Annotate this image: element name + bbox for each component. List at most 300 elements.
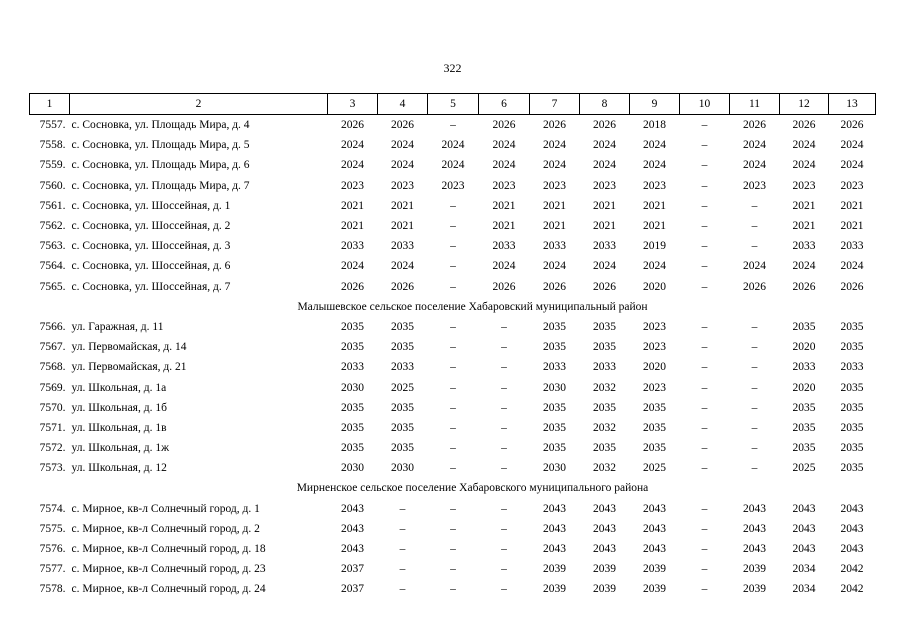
- table-body: [30, 115, 876, 600]
- year-cell: –: [701, 543, 708, 556]
- column-header: 3: [328, 94, 378, 115]
- year-cell: –: [450, 381, 456, 394]
- year-cell: 2035: [840, 341, 864, 354]
- year-cell: 2043: [840, 522, 864, 535]
- year-cell: 2033: [593, 361, 616, 374]
- column-header: 6: [479, 94, 530, 115]
- year-cell: –: [450, 583, 456, 596]
- year-cell: 2033: [792, 240, 816, 253]
- year-cell: –: [501, 502, 507, 515]
- section-heading: Малышевское сельское поселение Хабаровский муниципальный район: [297, 300, 648, 313]
- year-cell: –: [701, 139, 708, 152]
- year-cell: 2030: [543, 381, 566, 394]
- year-cell: 2024: [792, 139, 816, 152]
- table-row: [30, 499, 876, 519]
- year-cell: 2037: [341, 563, 364, 576]
- year-cell: 2035: [391, 442, 414, 455]
- year-cell: 2035: [391, 401, 414, 414]
- year-cell: –: [501, 522, 507, 535]
- year-cell: 2035: [593, 401, 616, 414]
- row-address: с. Сосновка, ул. Площадь Мира, д. 6: [71, 159, 250, 172]
- year-cell: 2035: [792, 401, 816, 414]
- year-cell: 2043: [840, 543, 864, 556]
- column-header: 13: [829, 94, 876, 115]
- year-cell: 2039: [543, 583, 566, 596]
- year-cell: –: [399, 502, 406, 515]
- year-cell: –: [701, 522, 708, 535]
- year-cell: –: [701, 361, 708, 374]
- year-cell: 2026: [492, 119, 516, 132]
- row-address: ул. Школьная, д. 12: [71, 462, 167, 475]
- year-cell: 2043: [341, 543, 364, 556]
- year-cell: 2021: [792, 220, 816, 233]
- year-cell: 2032: [593, 421, 616, 434]
- year-cell: –: [501, 563, 507, 576]
- year-cell: –: [450, 341, 456, 354]
- year-cell: 2035: [840, 462, 864, 475]
- section-heading-row: [30, 297, 876, 317]
- year-cell: 2026: [543, 119, 566, 132]
- year-cell: 2030: [341, 462, 364, 475]
- year-cell: 2043: [643, 522, 666, 535]
- row-number: 7569.: [39, 381, 66, 394]
- year-cell: –: [751, 401, 758, 414]
- year-cell: 2039: [643, 583, 666, 596]
- row-number: 7570.: [39, 401, 66, 414]
- year-cell: –: [501, 341, 507, 354]
- row-number: 7557.: [39, 119, 66, 132]
- row-number: 7575.: [39, 522, 66, 535]
- year-cell: –: [450, 119, 456, 132]
- year-cell: 2039: [593, 583, 616, 596]
- table-row: [30, 176, 876, 196]
- year-cell: –: [501, 421, 507, 434]
- year-cell: 2024: [492, 139, 516, 152]
- year-cell: 2026: [840, 280, 864, 293]
- year-cell: –: [450, 543, 456, 556]
- year-cell: 2035: [593, 442, 616, 455]
- row-address: с. Мирное, кв-л Солнечный город, д. 18: [71, 543, 266, 556]
- year-cell: –: [701, 442, 708, 455]
- year-cell: 2024: [643, 159, 666, 172]
- year-cell: 2025: [391, 381, 414, 394]
- year-cell: 2023: [391, 179, 414, 192]
- row-address: с. Мирное, кв-л Солнечный город, д. 23: [71, 563, 266, 576]
- year-cell: 2026: [792, 280, 816, 293]
- year-cell: –: [450, 260, 456, 273]
- year-cell: –: [751, 240, 758, 253]
- year-cell: 2034: [792, 583, 816, 596]
- year-cell: –: [751, 220, 758, 233]
- year-cell: 2039: [743, 563, 766, 576]
- table-row: [30, 357, 876, 377]
- year-cell: 2024: [543, 159, 566, 172]
- year-cell: 2024: [840, 139, 864, 152]
- year-cell: –: [751, 341, 758, 354]
- year-cell: 2035: [792, 320, 816, 333]
- year-cell: 2033: [341, 240, 364, 253]
- table-row: [30, 539, 876, 559]
- year-cell: 2026: [840, 119, 864, 132]
- year-cell: 2033: [543, 361, 566, 374]
- table-row: [30, 559, 876, 579]
- year-cell: 2043: [643, 543, 666, 556]
- row-address: с. Сосновка, ул. Шоссейная, д. 2: [71, 220, 231, 233]
- column-header: 7: [530, 94, 580, 115]
- year-cell: 2026: [743, 280, 766, 293]
- year-cell: 2043: [341, 522, 364, 535]
- year-cell: 2033: [792, 361, 816, 374]
- year-cell: 2024: [840, 260, 864, 273]
- year-cell: 2024: [391, 260, 414, 273]
- table-row: [30, 155, 876, 175]
- row-number: 7565.: [39, 280, 66, 293]
- table-row: [30, 377, 876, 397]
- row-address: с. Сосновка, ул. Шоссейная, д. 3: [71, 240, 231, 253]
- year-cell: –: [501, 320, 507, 333]
- year-cell: 2039: [543, 563, 566, 576]
- year-cell: –: [450, 199, 456, 212]
- row-address: с. Мирное, кв-л Солнечный город, д. 1: [71, 502, 260, 515]
- year-cell: –: [701, 462, 708, 475]
- table-row: [30, 579, 876, 599]
- year-cell: 2020: [792, 381, 816, 394]
- row-address: с. Сосновка, ул. Площадь Мира, д. 5: [71, 139, 250, 152]
- year-cell: 2035: [643, 401, 666, 414]
- year-cell: 2024: [792, 159, 816, 172]
- row-number: 7560.: [39, 179, 66, 192]
- year-cell: –: [751, 320, 758, 333]
- year-cell: 2035: [593, 341, 616, 354]
- row-number: 7563.: [39, 240, 66, 253]
- year-cell: 2024: [341, 139, 364, 152]
- year-cell: 2024: [341, 260, 364, 273]
- year-cell: 2023: [743, 179, 766, 192]
- year-cell: 2024: [743, 159, 766, 172]
- year-cell: 2020: [643, 361, 666, 374]
- year-cell: 2024: [593, 139, 616, 152]
- year-cell: –: [450, 563, 456, 576]
- year-cell: 2021: [341, 220, 364, 233]
- year-cell: –: [501, 442, 507, 455]
- row-number: 7576.: [39, 543, 66, 556]
- year-cell: 2035: [543, 401, 566, 414]
- year-cell: 2026: [593, 119, 616, 132]
- year-cell: –: [450, 522, 456, 535]
- year-cell: 2043: [743, 502, 766, 515]
- year-cell: –: [501, 543, 507, 556]
- row-address: ул. Школьная, д. 1а: [71, 381, 167, 394]
- year-cell: 2023: [543, 179, 566, 192]
- row-address: с. Сосновка, ул. Шоссейная, д. 7: [71, 280, 231, 293]
- year-cell: 2024: [743, 260, 766, 273]
- year-cell: 2021: [593, 220, 616, 233]
- table-row: [30, 398, 876, 418]
- year-cell: 2035: [543, 341, 566, 354]
- year-cell: –: [450, 502, 456, 515]
- year-cell: –: [399, 543, 406, 556]
- year-cell: 2035: [792, 442, 816, 455]
- column-header: 1: [30, 94, 70, 115]
- row-number: 7578.: [39, 583, 66, 596]
- year-cell: –: [701, 502, 708, 515]
- year-cell: 2019: [643, 240, 666, 253]
- year-cell: 2024: [593, 260, 616, 273]
- year-cell: 2032: [593, 462, 616, 475]
- year-cell: 2034: [792, 563, 816, 576]
- column-header: 2: [70, 94, 328, 115]
- year-cell: 2035: [391, 320, 414, 333]
- year-cell: 2035: [543, 320, 566, 333]
- year-cell: –: [751, 462, 758, 475]
- year-cell: –: [399, 563, 406, 576]
- year-cell: 2023: [792, 179, 816, 192]
- year-cell: 2024: [391, 159, 414, 172]
- year-cell: 2026: [341, 280, 364, 293]
- year-cell: 2035: [840, 421, 864, 434]
- table-row: [30, 418, 876, 438]
- year-cell: 2043: [743, 543, 766, 556]
- year-cell: 2023: [441, 179, 465, 192]
- year-cell: 2023: [341, 179, 364, 192]
- year-cell: –: [701, 119, 708, 132]
- year-cell: 2024: [441, 159, 465, 172]
- year-cell: 2021: [792, 199, 816, 212]
- table-row: [30, 277, 876, 297]
- row-address: ул. Гаражная, д. 11: [71, 320, 164, 333]
- row-address: с. Сосновка, ул. Шоссейная, д. 6: [71, 260, 231, 273]
- year-cell: 2033: [391, 240, 414, 253]
- year-cell: 2020: [643, 280, 666, 293]
- year-cell: 2035: [643, 421, 666, 434]
- year-cell: 2026: [391, 119, 414, 132]
- year-cell: –: [751, 361, 758, 374]
- year-cell: 2024: [643, 260, 666, 273]
- year-cell: 2035: [792, 421, 816, 434]
- table-row: [30, 115, 876, 136]
- year-cell: –: [751, 442, 758, 455]
- year-cell: 2024: [840, 159, 864, 172]
- year-cell: 2043: [792, 522, 816, 535]
- year-cell: 2021: [543, 220, 566, 233]
- year-cell: 2043: [792, 502, 816, 515]
- row-number: 7577.: [39, 563, 66, 576]
- year-cell: –: [501, 361, 507, 374]
- schedule-table: [29, 93, 876, 600]
- year-cell: –: [751, 421, 758, 434]
- year-cell: 2021: [391, 199, 414, 212]
- year-cell: 2035: [840, 381, 864, 394]
- year-cell: –: [450, 401, 456, 414]
- year-cell: 2035: [840, 401, 864, 414]
- year-cell: 2021: [492, 220, 516, 233]
- row-number: 7558.: [39, 139, 66, 152]
- column-header: 10: [680, 94, 730, 115]
- year-cell: 2024: [543, 139, 566, 152]
- year-cell: 2035: [341, 442, 364, 455]
- row-address: с. Сосновка, ул. Площадь Мира, д. 7: [71, 179, 250, 192]
- row-number: 7573.: [39, 462, 66, 475]
- year-cell: 2035: [543, 421, 566, 434]
- column-header: 8: [580, 94, 630, 115]
- year-cell: 2035: [643, 442, 666, 455]
- year-cell: 2021: [840, 199, 864, 212]
- year-cell: 2035: [341, 401, 364, 414]
- year-cell: 2035: [341, 421, 364, 434]
- table-row: [30, 458, 876, 478]
- year-cell: 2023: [643, 381, 666, 394]
- year-cell: 2035: [840, 442, 864, 455]
- year-cell: 2021: [643, 220, 666, 233]
- year-cell: 2024: [492, 260, 516, 273]
- year-cell: –: [701, 421, 708, 434]
- row-number: 7564.: [39, 260, 66, 273]
- row-address: с. Мирное, кв-л Солнечный город, д. 24: [71, 583, 266, 596]
- year-cell: –: [701, 280, 708, 293]
- table-row: [30, 196, 876, 216]
- row-address: ул. Школьная, д. 1ж: [71, 442, 170, 455]
- year-cell: 2026: [593, 280, 616, 293]
- year-cell: 2026: [543, 280, 566, 293]
- year-cell: –: [701, 563, 708, 576]
- year-cell: 2043: [840, 502, 864, 515]
- year-cell: 2033: [840, 240, 864, 253]
- year-cell: 2023: [643, 179, 666, 192]
- section-heading-row: [30, 478, 876, 498]
- year-cell: –: [701, 381, 708, 394]
- row-address: с. Сосновка, ул. Шоссейная, д. 1: [71, 199, 231, 212]
- year-cell: 2032: [593, 381, 616, 394]
- row-address: ул. Первомайская, д. 14: [71, 341, 187, 354]
- year-cell: 2033: [341, 361, 364, 374]
- year-cell: 2039: [643, 563, 666, 576]
- row-number: 7567.: [39, 341, 66, 354]
- year-cell: –: [701, 583, 708, 596]
- year-cell: 2020: [792, 341, 816, 354]
- year-cell: 2037: [341, 583, 364, 596]
- year-cell: 2033: [543, 240, 566, 253]
- year-cell: 2023: [492, 179, 516, 192]
- year-cell: 2023: [643, 341, 666, 354]
- row-number: 7562.: [39, 220, 66, 233]
- row-address: ул. Школьная, д. 1в: [71, 421, 167, 434]
- year-cell: –: [701, 199, 708, 212]
- year-cell: 2043: [543, 543, 566, 556]
- year-cell: 2025: [792, 462, 816, 475]
- year-cell: 2039: [743, 583, 766, 596]
- year-cell: 2026: [492, 280, 516, 293]
- year-cell: 2043: [593, 502, 616, 515]
- row-number: 7561.: [39, 199, 66, 212]
- year-cell: 2043: [593, 543, 616, 556]
- year-cell: 2035: [593, 320, 616, 333]
- year-cell: 2025: [643, 462, 666, 475]
- year-cell: –: [399, 583, 406, 596]
- year-cell: –: [701, 341, 708, 354]
- year-cell: 2033: [391, 361, 414, 374]
- page-number: 322: [443, 61, 462, 75]
- year-cell: 2018: [643, 119, 666, 132]
- year-cell: 2024: [492, 159, 516, 172]
- year-cell: 2024: [543, 260, 566, 273]
- year-cell: 2021: [593, 199, 616, 212]
- year-cell: 2030: [391, 462, 414, 475]
- row-number: 7572.: [39, 442, 66, 455]
- year-cell: 2035: [840, 320, 864, 333]
- row-address: ул. Школьная, д. 1б: [71, 401, 167, 414]
- year-cell: –: [450, 361, 456, 374]
- year-cell: –: [751, 199, 758, 212]
- column-header: 12: [780, 94, 829, 115]
- year-cell: 2026: [391, 280, 414, 293]
- year-cell: –: [701, 179, 708, 192]
- year-cell: –: [501, 583, 507, 596]
- row-address: ул. Первомайская, д. 21: [71, 361, 187, 374]
- year-cell: 2024: [341, 159, 364, 172]
- year-cell: –: [450, 421, 456, 434]
- year-cell: 2024: [792, 260, 816, 273]
- row-number: 7571.: [39, 421, 66, 434]
- year-cell: 2024: [643, 139, 666, 152]
- year-cell: 2024: [441, 139, 465, 152]
- year-cell: 2042: [840, 563, 864, 576]
- year-cell: –: [501, 381, 507, 394]
- year-cell: –: [701, 220, 708, 233]
- year-cell: 2030: [543, 462, 566, 475]
- year-cell: –: [501, 401, 507, 414]
- year-cell: –: [450, 442, 456, 455]
- year-cell: 2042: [840, 583, 864, 596]
- year-cell: –: [701, 260, 708, 273]
- year-cell: 2021: [643, 199, 666, 212]
- row-number: 7574.: [39, 502, 66, 515]
- year-cell: –: [501, 462, 507, 475]
- row-number: 7568.: [39, 361, 66, 374]
- year-cell: 2024: [743, 139, 766, 152]
- year-cell: 2021: [341, 199, 364, 212]
- year-cell: 2035: [341, 320, 364, 333]
- year-cell: –: [450, 320, 456, 333]
- table-row: [30, 135, 876, 155]
- year-cell: –: [701, 240, 708, 253]
- row-address: с. Сосновка, ул. Площадь Мира, д. 4: [71, 119, 250, 132]
- table-row: [30, 216, 876, 236]
- column-header: 9: [630, 94, 680, 115]
- year-cell: 2043: [543, 522, 566, 535]
- year-cell: –: [751, 381, 758, 394]
- year-cell: –: [450, 280, 456, 293]
- year-cell: 2021: [840, 220, 864, 233]
- table-row: [30, 438, 876, 458]
- year-cell: –: [399, 522, 406, 535]
- year-cell: 2030: [341, 381, 364, 394]
- column-header: 5: [428, 94, 479, 115]
- year-cell: 2043: [643, 502, 666, 515]
- year-cell: 2026: [792, 119, 816, 132]
- year-cell: 2043: [792, 543, 816, 556]
- year-cell: 2035: [543, 442, 566, 455]
- year-cell: 2024: [391, 139, 414, 152]
- row-address: с. Мирное, кв-л Солнечный город, д. 2: [71, 522, 260, 535]
- year-cell: –: [701, 159, 708, 172]
- year-cell: 2023: [593, 179, 616, 192]
- year-cell: –: [450, 220, 456, 233]
- year-cell: 2043: [341, 502, 364, 515]
- year-cell: –: [701, 320, 708, 333]
- column-header: 4: [378, 94, 428, 115]
- year-cell: 2021: [543, 199, 566, 212]
- year-cell: 2035: [341, 341, 364, 354]
